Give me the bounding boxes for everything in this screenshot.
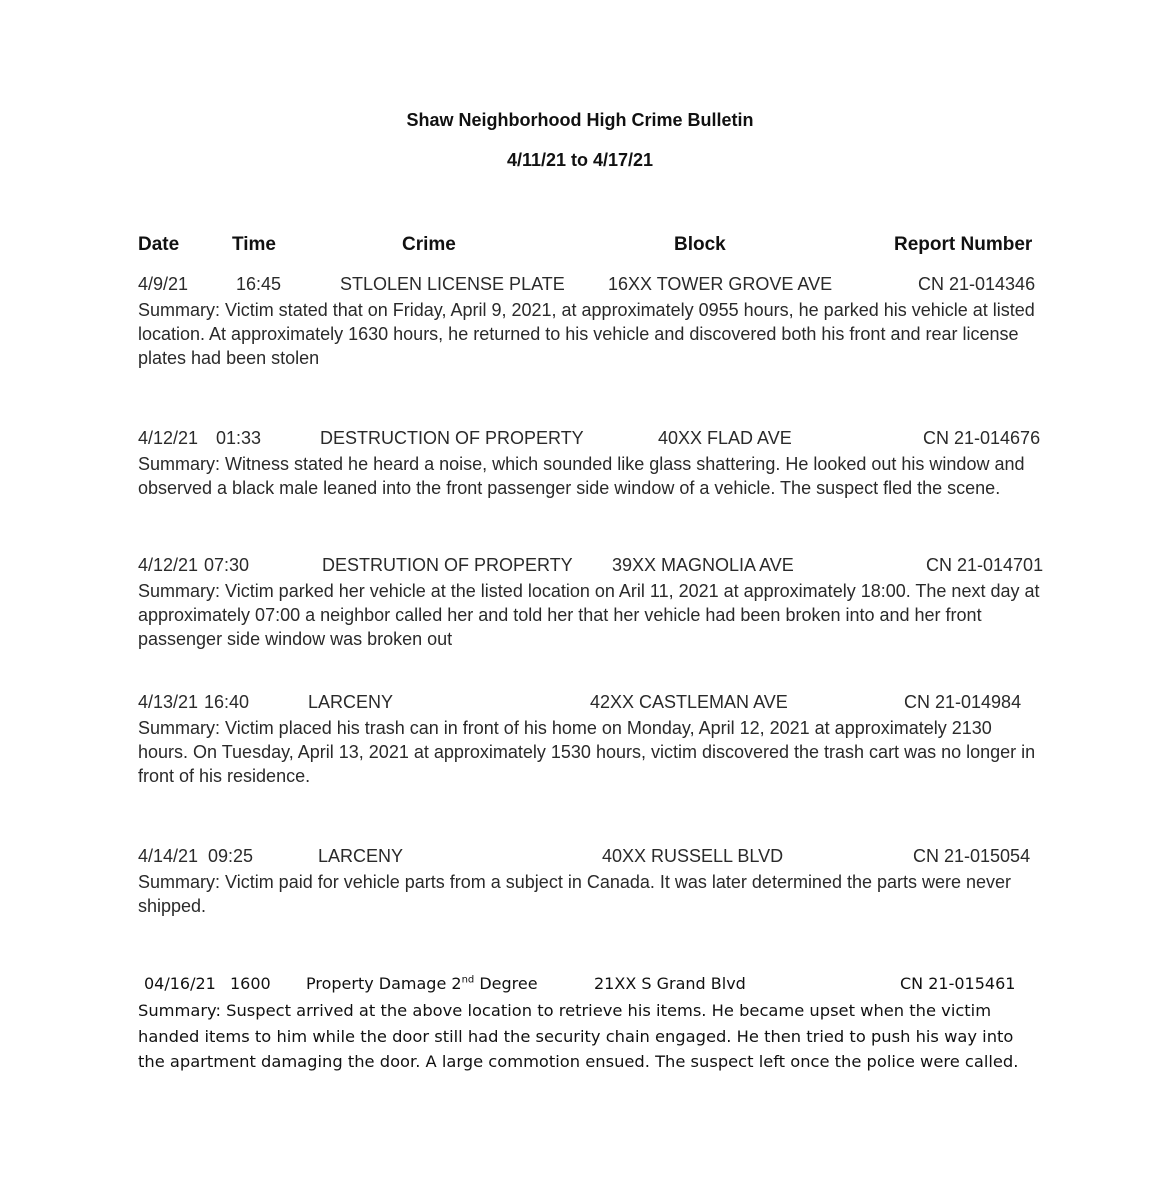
entry-report-number: CN 21-015054 [913,846,1031,866]
bulletin-date-range: 4/11/21 to 4/17/21 [506,150,654,170]
entry-report-number: CN 21-015461 [900,974,1016,993]
entry-summary: Summary: Victim paid for vehicle parts from a subject in Canada. It was later determined the parts were never shipped. [138,872,1012,916]
entry-summary: Summary: Victim stated that on Friday, April 9, 2021, at approximately 0955 hours, he parked his vehicle at listed location. At approximately 1630 hours, he returned to his vehicle and discovered both his front and rear license plates had been stolen [138,300,1035,368]
column-header-date: Date [138,234,180,255]
entry-crime: DESTRUTION OF PROPERTY [322,555,573,575]
column-header-crime: Crime [402,234,456,255]
entry-crime: LARCENY [308,692,394,712]
entry-crime: STLOLEN LICENSE PLATE [340,274,565,294]
entry-time: 16:40 [204,692,250,712]
entry-crime: DESTRUCTION OF PROPERTY [320,428,584,448]
column-header-time: Time [232,234,277,255]
entry-date: 4/13/21 [138,692,199,712]
entry-date: 4/12/21 [138,555,199,575]
entry-time: 01:33 [216,428,262,448]
bulletin-title: Shaw Neighborhood High Crime Bulletin [406,110,754,130]
entry-date: 4/14/21 [138,846,199,866]
entry-block: 40XX RUSSELL BLVD [602,846,784,866]
entry-date: 04/16/21 [144,974,216,993]
entry-block: 21XX S Grand Blvd [594,974,746,993]
entry-block: 16XX TOWER GROVE AVE [608,274,833,294]
entry-report-number: CN 21-014701 [926,555,1044,575]
entry-date: 4/9/21 [138,274,189,294]
entry-crime-superscript: nd [461,974,475,986]
entry-block: 40XX FLAD AVE [658,428,792,448]
entry-crime-prefix: Property Damage 2 [306,974,462,993]
column-header-report-number: Report Number [894,234,1033,255]
entry-crime [306,974,538,993]
entry-time: 09:25 [208,846,254,866]
entry-time: 16:45 [236,274,282,294]
entry-report-number: CN 21-014676 [923,428,1041,448]
entry-summary: Summary: Suspect arrived at the above location to retrieve his items. He became upset when the victim handed items to him while the door still had the security chain engaged. He then tried to push his way into the apartment damaging the door. A large commotion ensued. The suspect left once the police were called. [138,1001,1019,1071]
entry-date: 4/12/21 [138,428,199,448]
entry-summary: Summary: Victim placed his trash can in front of his home on Monday, April 12, 2021 at approximately 2130 hours. On Tuesday, April 13, 2021 at approximately 1530 hours, victim discovered the trash cart was no longer in front of his residence. [138,718,1036,786]
entry-crime: LARCENY [318,846,404,866]
entry-report-number: CN 21-014346 [918,274,1036,294]
entry-time: 1600 [230,974,271,993]
entry-summary: Summary: Witness stated he heard a noise, which sounded like glass shattering. He looked out his window and observed a black male leaned into the front passenger side window of a vehicle. The suspect fled the scene. [138,454,1025,498]
entry-time: 07:30 [204,555,250,575]
entry-block: 42XX CASTLEMAN AVE [590,692,788,712]
entry-report-number: CN 21-014984 [904,692,1022,712]
entry-summary: Summary: Victim parked her vehicle at the listed location on Aril 11, 2021 at approximately 18:00. The next day at approximately 07:00 a neighbor called her and told her that her vehicle had been broken into and her front passenger side window was broken out [138,581,1040,649]
entry-block: 39XX MAGNOLIA AVE [612,555,794,575]
entry-crime-suffix: Degree [474,974,538,993]
column-header-block: Block [674,234,726,255]
